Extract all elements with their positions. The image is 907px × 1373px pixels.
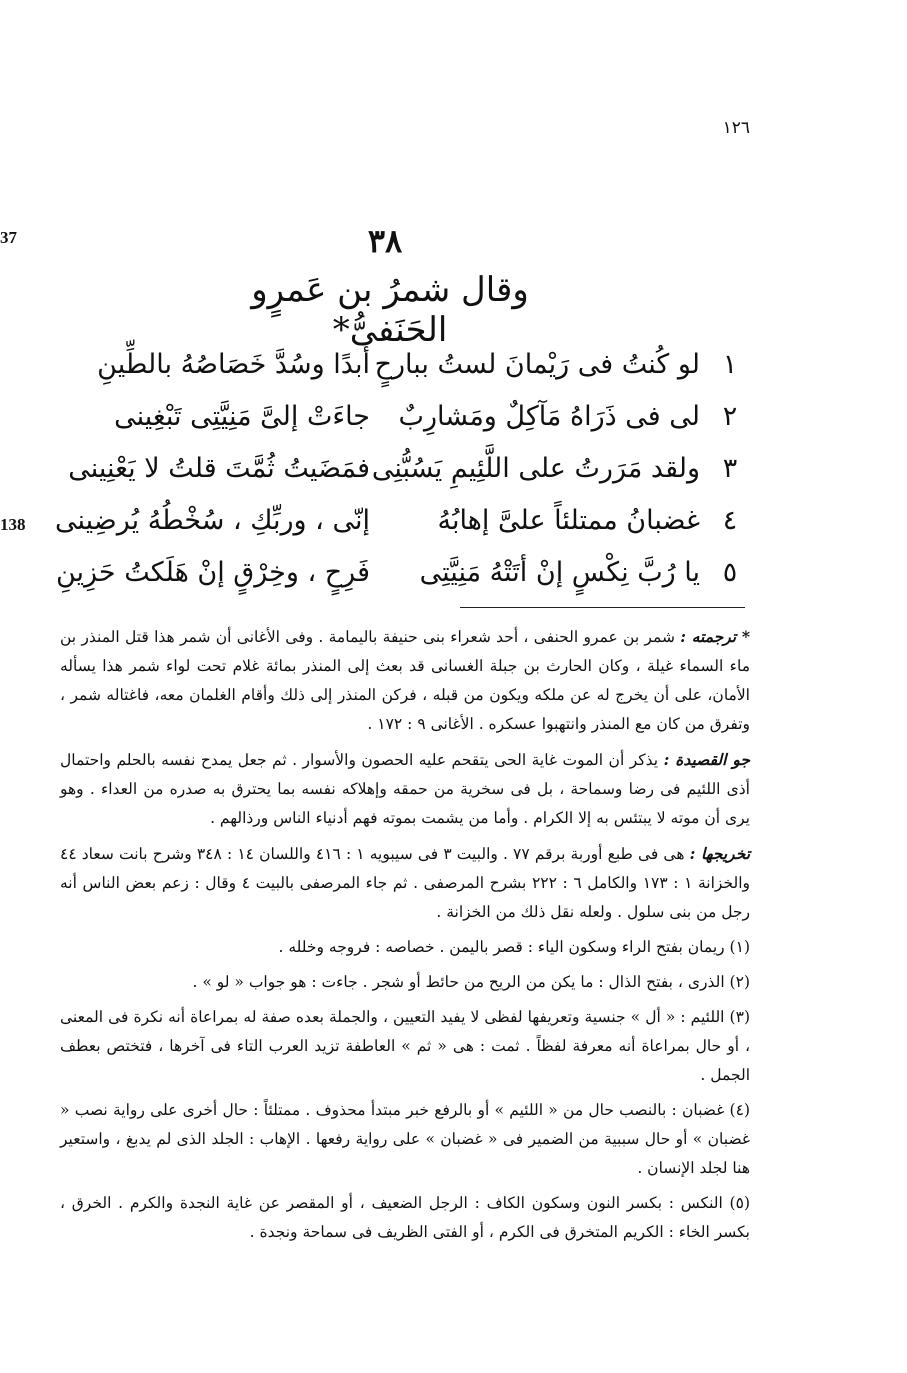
margin-reference-mid: 138 — [0, 515, 26, 534]
verses-block — [54, 345, 750, 605]
poem-context-text: يذكر أن الموت غاية الحى يتقحم عليه الحصون والأسوار . ثم جعل يمدح نفسه بالحلم واحتمال أذى اللئيم فى رضا وسماحة ، بل فى سخرية من حمقه وإهلاكه نفسه بما يحترق به صدره من العداء . وهو يرى أن موته لا يبتئس به إلا الكرام . وأما من يشمت بموته فهم أدنياء الناس ورذالهم . — [60, 751, 750, 827]
page-number: ١٢٦ — [722, 118, 750, 138]
verse-first-hemistich: ولقد مَرَرتُ على اللَّئِيمِ يَسُبُّنِى — [371, 453, 700, 484]
verse-line — [70, 345, 750, 397]
biography-label: * ترجمته : — [680, 627, 750, 646]
margin-reference-top: 37 — [0, 228, 17, 247]
footnotes — [60, 622, 750, 1253]
verse-number: ٢ — [722, 401, 738, 432]
verse-line — [54, 501, 750, 553]
verse-second-hemistich: جاءَتْ إلىَّ مَنِيَّتِى تَبْغِينى — [114, 401, 370, 432]
verse-line — [70, 449, 750, 501]
poem-context-label: جو القصيدة : — [663, 750, 750, 769]
takhrij-label: تخريجها : — [689, 844, 751, 863]
verse-line — [55, 553, 750, 605]
verse-second-hemistich: فمَضَيتُ ثُمَّتَ قلتُ لا يَعْنِينى — [68, 453, 370, 484]
verse-second-hemistich: أبدًا وسُدَّ خَصَاصُهُ بالطِّينِ — [97, 349, 370, 380]
poem-number: ٣٨ — [367, 222, 403, 260]
poem-context-note — [60, 745, 750, 833]
verse-note-3: (٣) اللئيم : « أل » جنسية وتعريفها لفظى لا يفيد التعيين ، والجملة بعده صفة له بمراعاة أنه نكرة فى المعنى ، أو حال بمراعاة أنه معرفة لفظاً . ثمت : هى « ثم » العاطفة تزيد العرب التاء فى آخرها ، فتختص بعطف الجمل . — [60, 1008, 750, 1084]
verse-number: ٥ — [722, 557, 738, 588]
verse-number: ٣ — [722, 453, 738, 484]
verse-number: ١ — [722, 349, 738, 380]
biography-text: شمر بن عمرو الحنفى ، أحد شعراء بنى حنيفة باليمامة . وفى الأغانى أن شمر هذا قتل المنذر بن ماء السماء غيلة ، وكان الحارث بن جبلة الغسانى قد بعث إلى المنذر بمائة غلام تحت لواء شمر هذا يسأله الأمان، على أن يخرج له عن ملكه ويكون من قبله ، فركن المنذر إلى ذلك وأقام الغلمان معه، فاغتاله شمر ، وتفرق من كان مع المنذر وانتهبوا عسكره . الأغانى ٩ : ١٧٢ . — [60, 628, 750, 733]
takhrij-text: هى فى طبع أوربة برقم ٧٧ . والبيت ٣ فى سيبويه ١ : ٤١٦ واللسان ١٤ : ٣٤٨ وشرح بانت سعاد ٤٤ والخزانة ١ : ١٧٣ والكامل ٦ : ٢٢٢ بشرح المرصفى . ثم جاء المرصفى بالبيت ٤ وقال : زعم بعض الناس أنه رجل من بنى سلول . ولعله نقل ذلك من الخزانة . — [60, 845, 750, 921]
verse-note-5: (٥) النكس : بكسر النون وسكون الكاف : الرجل الضعيف ، أو المقصر عن غاية النجدة والكرم . الخرق ، بكسر الخاء : الكريم المتخرق فى الكرم ، أو الفتى الظريف فى سماحة ونجدة . — [60, 1194, 750, 1241]
footnote-separator — [460, 607, 745, 608]
verse-note-1: (١) ريمان بفتح الراء وسكون الياء : قصر باليمن . خصاصه : فروجه وخلله . — [278, 938, 750, 956]
verse-first-hemistich: يا رُبَّ نِكْسٍ إنْ أتَتْهُ مَنِيَّتِى — [419, 557, 700, 588]
verse-number: ٤ — [722, 505, 738, 536]
verse-first-hemistich: لو كُنتُ فى رَيْمانَ لستُ ببارحٍ — [374, 349, 700, 380]
biography-note — [60, 622, 750, 739]
verse-note-4: (٤) غضبان : بالنصب حال من « اللئيم » أو بالرفع خبر مبتدأ محذوف . ممتلئاً : حال أخرى على رواية نصب « غضبان » أو حال سببية من الضمير فى « غضبان » على رواية رفعها . الإهاب : الجلد الذى لم يدبغ ، واستعير هنا لجلد الإنسان . — [60, 1101, 750, 1177]
verse-first-hemistich: لى فى ذَرَاهُ مَآكِلٌ ومَشارِبٌ — [398, 401, 700, 432]
verse-second-hemistich: إنّى ، وربِّكِ ، سُخْطُهُ يُرضِينى — [54, 505, 370, 536]
verse-second-hemistich: فَرِحٍ ، وخِرْقٍ إنْ هَلَكتُ حَزِينِ — [55, 557, 370, 588]
verse-note-2: (٢) الذرى ، بفتح الذال : ما يكن من الريح من حائط أو شجر . جاءت : هو جواب « لو » . — [192, 973, 750, 991]
poem-title: وقال شمرُ بن عَمرٍو الحَنَفىُّ* — [251, 270, 529, 350]
verse-line — [70, 397, 750, 449]
takhrij-note — [60, 839, 750, 927]
verse-first-hemistich: غضبانُ ممتلئاً علىَّ إهابُهُ — [437, 505, 700, 536]
